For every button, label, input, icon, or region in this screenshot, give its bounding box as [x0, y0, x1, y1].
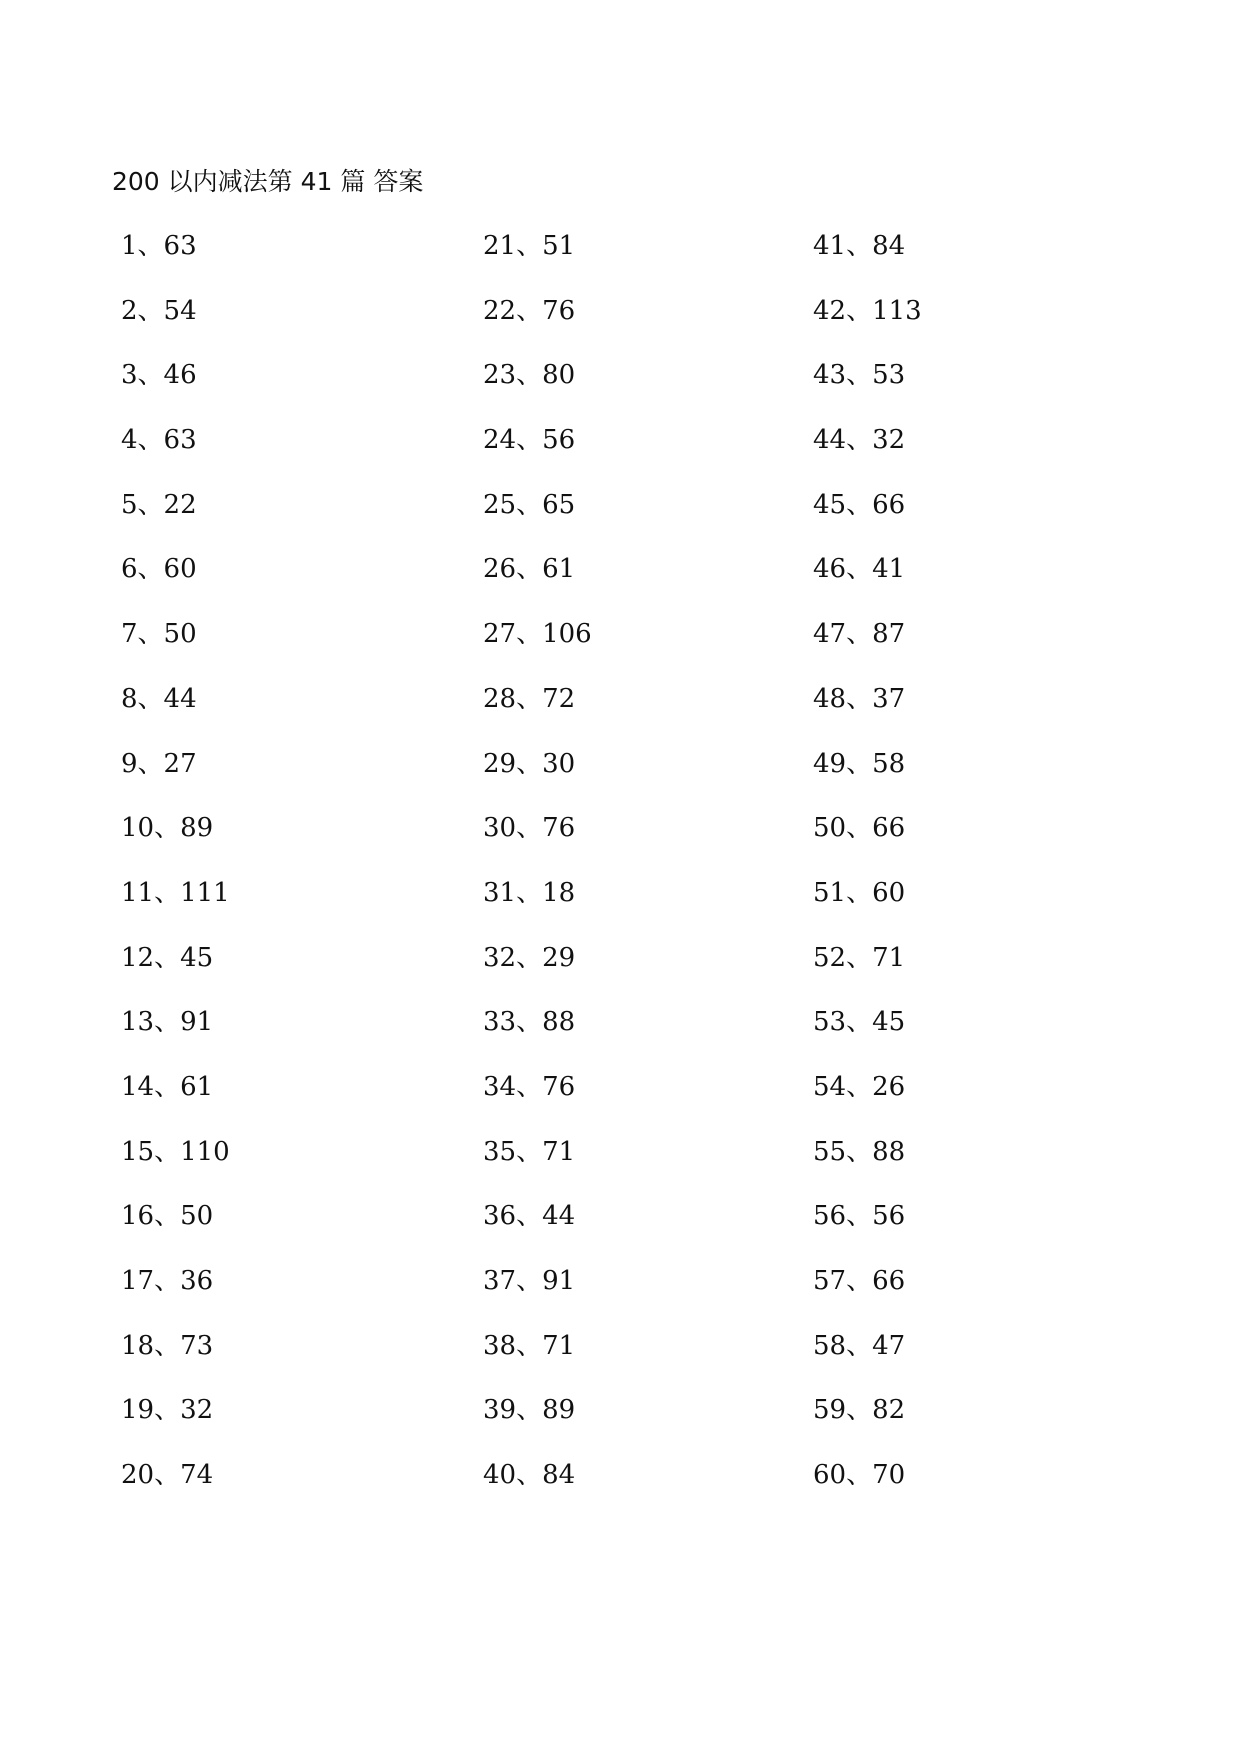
answer-item: 11、111 [121, 877, 230, 908]
answer-item: 29、30 [483, 748, 576, 779]
answer-item: 16、50 [121, 1201, 214, 1232]
answer-item: 1、63 [121, 231, 197, 261]
answer-item: 52、71 [813, 942, 906, 973]
answer-item: 28、72 [483, 683, 576, 714]
answer-item: 3、46 [121, 360, 197, 391]
answer-item: 2、54 [121, 295, 197, 326]
answer-item: 26、61 [483, 554, 576, 585]
answer-item: 24、56 [483, 425, 576, 456]
answer-item: 31、18 [483, 877, 576, 908]
answer-item: 50、66 [813, 813, 906, 844]
answer-item: 10、89 [121, 813, 214, 844]
answer-column-3 [813, 226, 922, 1520]
answer-item: 35、71 [483, 1136, 576, 1167]
answer-item: 45、66 [813, 489, 906, 520]
answer-item: 60、70 [813, 1460, 906, 1491]
answer-item: 17、36 [121, 1266, 214, 1296]
answer-item: 54、26 [813, 1071, 906, 1102]
answer-item: 37、91 [483, 1266, 576, 1296]
document-title: 200 以内减法第 41 篇 答案 [112, 167, 424, 196]
answer-item: 13、91 [121, 1007, 214, 1038]
answer-item: 56、56 [813, 1201, 906, 1232]
answer-item: 8、44 [121, 683, 197, 714]
answer-item: 6、60 [121, 554, 197, 585]
answer-item: 34、76 [483, 1071, 576, 1102]
answer-item: 58、47 [813, 1330, 906, 1361]
answer-item: 44、32 [813, 425, 906, 456]
answer-item: 42、113 [813, 295, 922, 326]
answer-item: 21、51 [483, 231, 576, 261]
answer-item: 43、53 [813, 360, 906, 391]
answer-item: 12、45 [121, 942, 214, 973]
answer-item: 33、88 [483, 1007, 576, 1038]
answer-item: 32、29 [483, 942, 576, 973]
answer-column-2 [483, 226, 592, 1520]
answer-item: 18、73 [121, 1330, 214, 1361]
answer-item: 4、63 [121, 425, 197, 456]
answer-item: 20、74 [121, 1460, 214, 1491]
answer-item: 5、22 [121, 489, 197, 520]
answer-item: 23、80 [483, 360, 576, 391]
answer-item: 59、82 [813, 1395, 906, 1426]
answer-item: 49、58 [813, 748, 906, 779]
answer-item: 30、76 [483, 813, 576, 844]
answer-item: 38、71 [483, 1330, 576, 1361]
answer-item: 27、106 [483, 619, 592, 650]
answer-item: 39、89 [483, 1395, 576, 1426]
answer-item: 53、45 [813, 1007, 906, 1038]
answer-item: 14、61 [121, 1071, 214, 1102]
answer-item: 22、76 [483, 295, 576, 326]
answer-item: 46、41 [813, 554, 906, 585]
answer-item: 19、32 [121, 1395, 214, 1426]
answer-item: 25、65 [483, 489, 576, 520]
answer-column-1 [121, 226, 230, 1520]
answer-item: 57、66 [813, 1266, 906, 1296]
answer-item: 48、37 [813, 683, 906, 714]
answer-item: 9、27 [121, 748, 197, 779]
answer-item: 36、44 [483, 1201, 576, 1232]
answer-item: 47、87 [813, 619, 906, 650]
answer-item: 51、60 [813, 877, 906, 908]
answer-item: 41、84 [813, 231, 906, 261]
answer-item: 15、110 [121, 1136, 230, 1167]
answer-item: 40、84 [483, 1460, 576, 1491]
answer-item: 55、88 [813, 1136, 906, 1167]
answer-item: 7、50 [121, 619, 197, 650]
